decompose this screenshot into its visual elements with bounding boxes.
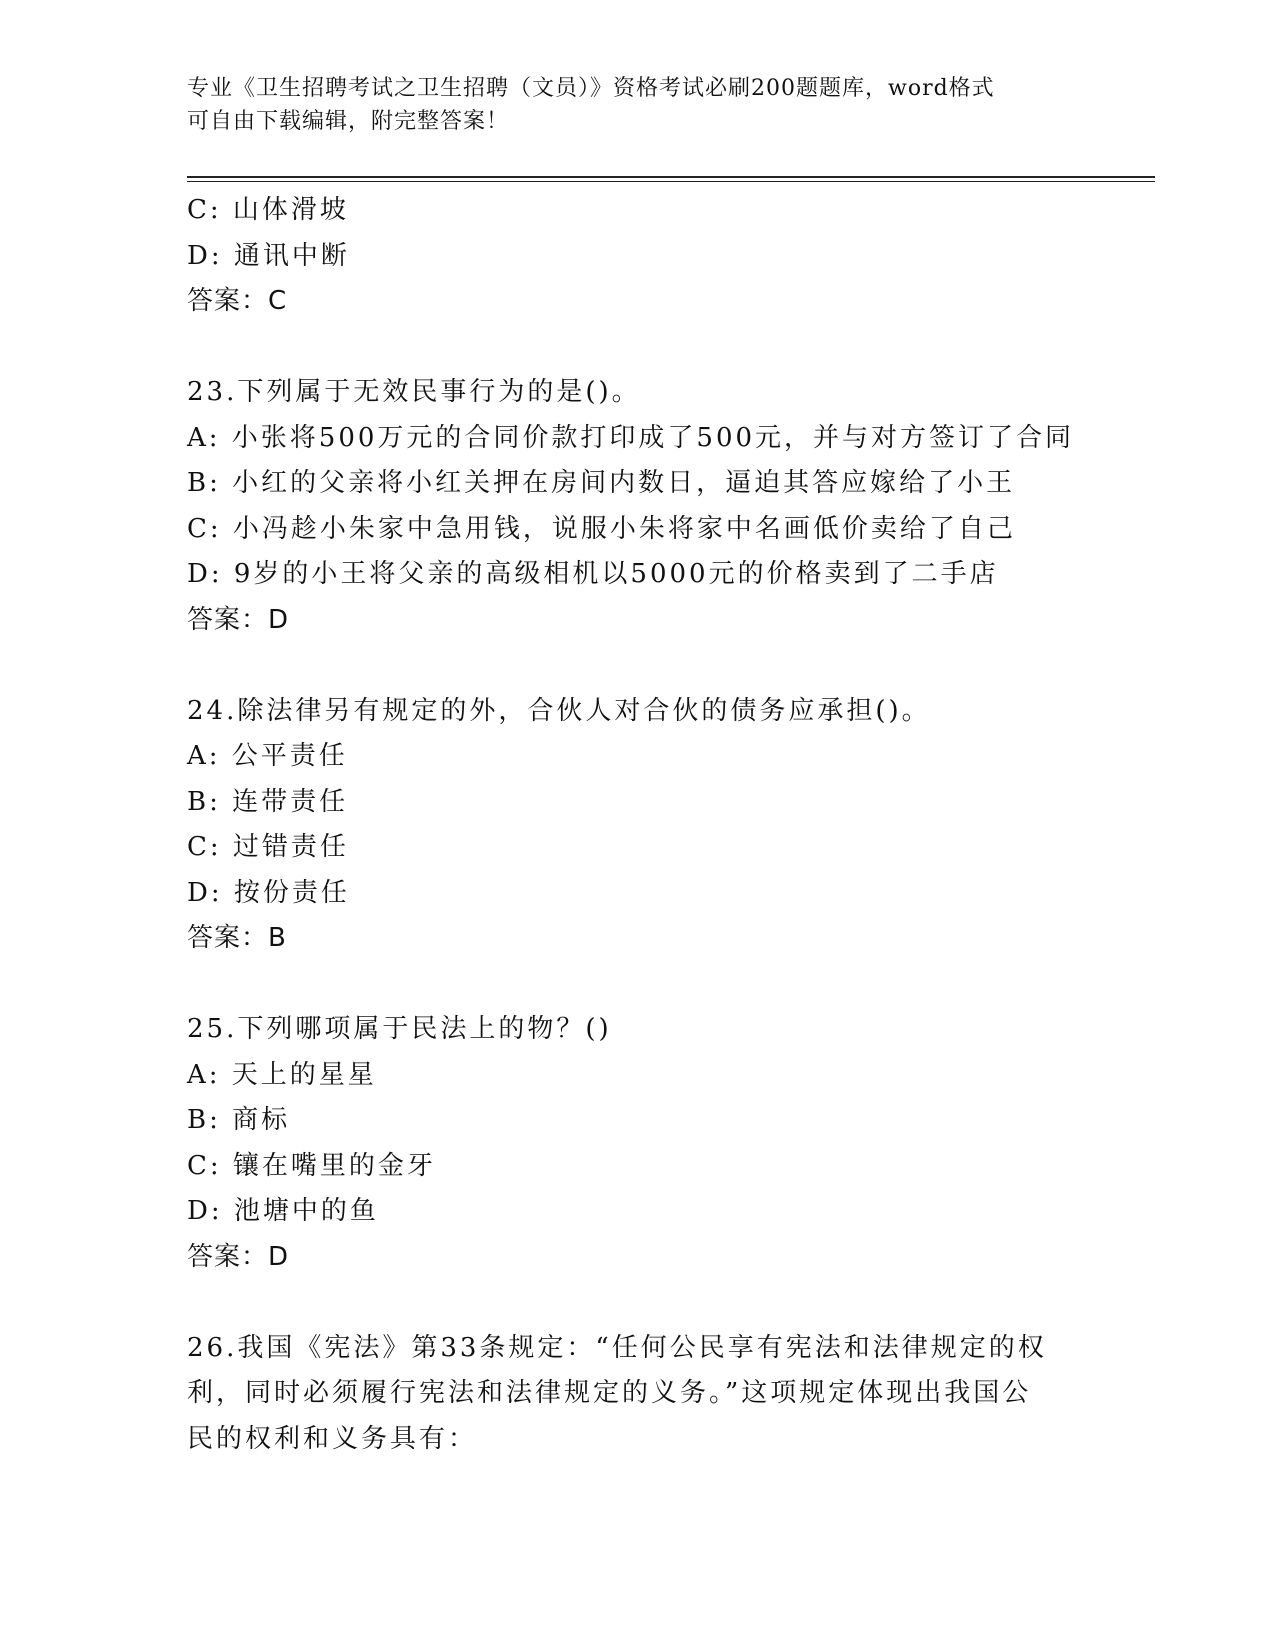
header-rule-thin [187, 181, 1155, 182]
option-a: A: 小张将500万元的合同价款打印成了500元，并与对方签订了合同 [187, 422, 1075, 453]
question-stem: 24.除法律另有规定的外，合伙人对合伙的债务应承担()。 [187, 695, 931, 726]
spacer [187, 962, 1087, 1008]
option-b: B: 连带责任 [187, 786, 349, 817]
answer: 答案：C [187, 286, 288, 316]
option-c: C: 镶在嘴里的金牙 [187, 1150, 436, 1181]
question-22-tail [187, 188, 1087, 325]
option-c: C: 过错责任 [187, 832, 349, 862]
question-stem: 25.下列哪项属于民法上的物？() [187, 1014, 612, 1044]
option-b: B: 小红的父亲将小红关押在房间内数日，逼迫其答应嫁给了小王 [187, 468, 1016, 498]
question-25 [187, 1007, 1087, 1280]
question-list [187, 188, 1087, 1462]
question-26 [187, 1326, 1087, 1463]
header-line-2: 可自由下载编辑，附完整答案！ [187, 109, 510, 134]
question-stem-line-3: 民的权利和义务具有： [187, 1423, 478, 1454]
spacer [187, 325, 1087, 371]
option-b: B: 商标 [187, 1105, 291, 1135]
header-rule-thick [187, 176, 1155, 178]
question-23 [187, 370, 1087, 643]
answer: 答案：D [187, 1241, 290, 1272]
option-a: A: 公平责任 [187, 741, 348, 771]
question-24 [187, 689, 1087, 962]
option-d: D: 通讯中断 [187, 240, 350, 271]
option-d: D: 按份责任 [187, 877, 350, 908]
header-line-1: 专业《卫生招聘考试之卫生招聘（文员）》资格考试必刷200题题库，word格式 [187, 76, 995, 101]
answer: 答案：D [187, 604, 290, 635]
question-stem-line-2: 利，同时必须履行宪法和法律规定的义务。”这项规定体现出我国公 [187, 1378, 1032, 1408]
question-stem-line-1: 26.我国《宪法》第33条规定：“任何公民享有宪法和法律规定的权 [187, 1332, 1047, 1363]
option-c: C: 小冯趁小朱家中急用钱，说服小朱将家中名画低价卖给了自己 [187, 513, 1016, 544]
option-d: D: 池塘中的鱼 [187, 1196, 379, 1226]
spacer [187, 643, 1087, 689]
document-header [187, 72, 1067, 138]
option-d: D: 9岁的小王将父亲的高级相机以5000元的价格卖到了二手店 [187, 559, 999, 589]
question-stem: 23.下列属于无效民事行为的是()。 [187, 377, 641, 407]
option-c: C: 山体滑坡 [187, 195, 349, 225]
answer: 答案：B [187, 923, 287, 953]
spacer [187, 1280, 1087, 1326]
option-a: A: 天上的星星 [187, 1059, 377, 1090]
